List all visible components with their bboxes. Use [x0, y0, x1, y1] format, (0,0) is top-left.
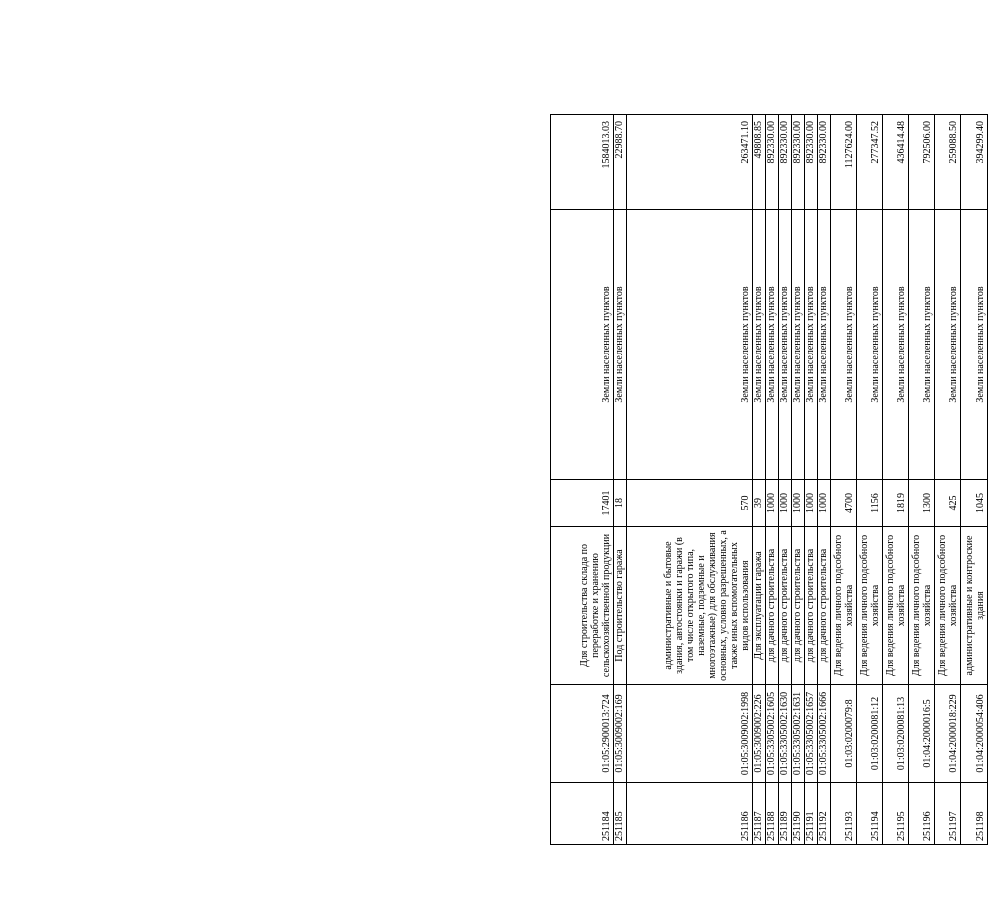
record-id: 251194 — [857, 783, 883, 845]
cadastral-value: 792506.00 — [909, 115, 935, 210]
permitted-use: Для строительства склада по переработке и хранению сельскохозяйственной продукции — [551, 527, 614, 685]
permitted-use: для дачного строительства — [792, 527, 805, 685]
cadastral-number: 01:05:3305002:1657 — [805, 685, 818, 783]
land-category: Земли населенных пунктов — [753, 210, 766, 480]
table-row — [614, 115, 627, 845]
cadastral-value: 892330.00 — [818, 115, 831, 210]
area: 1156 — [857, 480, 883, 527]
record-id: 251196 — [909, 783, 935, 845]
permitted-use: для дачного строительства — [818, 527, 831, 685]
cadastral-value: 892330.00 — [779, 115, 792, 210]
permitted-use: административные и контроские здания — [961, 527, 988, 685]
cadastral-number: 01:03:0200081:13 — [883, 685, 909, 783]
area: 4700 — [831, 480, 857, 527]
record-id: 251190 — [792, 783, 805, 845]
cadastral-number: 01:05:3305002:1630 — [779, 685, 792, 783]
record-id: 251198 — [961, 783, 988, 845]
land-category: Земли населенных пунктов — [857, 210, 883, 480]
land-category: Земли населенных пунктов — [935, 210, 961, 480]
land-category: Земли населенных пунктов — [883, 210, 909, 480]
permitted-use: Для ведения личного подсобного хозяйства — [883, 527, 909, 685]
cadastral-number: 01:05:3009002:226 — [753, 685, 766, 783]
area: 570 — [627, 480, 753, 527]
land-category: Земли населенных пунктов — [818, 210, 831, 480]
permitted-use: Для ведения личного подсобного хозяйства — [935, 527, 961, 685]
record-id: 251191 — [805, 783, 818, 845]
cadastral-number: 01:03:0200081:12 — [857, 685, 883, 783]
land-category: Земли населенных пунктов — [792, 210, 805, 480]
cadastral-number: 01:05:2900013:724 — [551, 685, 614, 783]
cadastral-number: 01:04:2000018:229 — [935, 685, 961, 783]
cadastral-number: 01:04:2000054:406 — [961, 685, 988, 783]
cadastral-value: 1584013.03 — [551, 115, 614, 210]
cadastral-value: 892330.00 — [792, 115, 805, 210]
permitted-use: Для эксплуатации гаража — [753, 527, 766, 685]
table-row — [792, 115, 805, 845]
record-id: 251185 — [614, 783, 627, 845]
table-row — [551, 115, 614, 845]
cadastral-number: 01:05:3009002:1998 — [627, 685, 753, 783]
cadastral-value: 436414.48 — [883, 115, 909, 210]
area: 1000 — [818, 480, 831, 527]
area: 39 — [753, 480, 766, 527]
permitted-use: для дачного строительства — [805, 527, 818, 685]
record-id: 251193 — [831, 783, 857, 845]
table-row — [779, 115, 792, 845]
land-category: Земли населенных пунктов — [909, 210, 935, 480]
table-row — [831, 115, 857, 845]
cadastral-number: 01:03:0200079:8 — [831, 685, 857, 783]
area: 1000 — [805, 480, 818, 527]
record-id: 251195 — [883, 783, 909, 845]
permitted-use: Для ведения личного подсобного хозяйства — [909, 527, 935, 685]
table-row — [818, 115, 831, 845]
cadastral-number: 01:05:3009002:169 — [614, 685, 627, 783]
permitted-use: Для ведения личного подсобного хозяйства — [831, 527, 857, 685]
area: 17401 — [551, 480, 614, 527]
land-category: Земли населенных пунктов — [779, 210, 792, 480]
permitted-use: Для ведения личного подсобного хозяйства — [857, 527, 883, 685]
area: 1045 — [961, 480, 988, 527]
cadastral-value: 277347.52 — [857, 115, 883, 210]
permitted-use: для дачного строительства — [779, 527, 792, 685]
area: 1300 — [909, 480, 935, 527]
permitted-use: для дачного строительства — [766, 527, 779, 685]
record-id: 251184 — [551, 783, 614, 845]
cadastral-value: 892330.00 — [766, 115, 779, 210]
table-row — [909, 115, 935, 845]
land-category: Земли населенных пунктов — [831, 210, 857, 480]
table-row — [627, 115, 753, 845]
cadastral-value: 1127624.00 — [831, 115, 857, 210]
cadastral-number: 01:04:2000016:5 — [909, 685, 935, 783]
table-row — [961, 115, 988, 845]
cadastral-value: 49808.85 — [753, 115, 766, 210]
land-category: Земли населенных пунктов — [961, 210, 988, 480]
record-id: 251188 — [766, 783, 779, 845]
cadastral-value: 892330.00 — [805, 115, 818, 210]
area: 18 — [614, 480, 627, 527]
permitted-use: административные и бытовые здания, автостоянки и гаражи (в том числе открытого типа, наземные, подземные и многоэтажные) для обслуживания основных, условно разрешенных, а также иных вспомогательных видов использования — [627, 527, 753, 685]
area: 1819 — [883, 480, 909, 527]
land-category: Земли населенных пунктов — [614, 210, 627, 480]
cadastral-value: 22988.70 — [614, 115, 627, 210]
area: 1000 — [792, 480, 805, 527]
table-row — [805, 115, 818, 845]
land-category: Земли населенных пунктов — [551, 210, 614, 480]
cadastral-number: 01:05:3305002:1631 — [792, 685, 805, 783]
record-id: 251187 — [753, 783, 766, 845]
cadastral-value: 263471.10 — [627, 115, 753, 210]
rotated-table-wrapper — [550, 115, 987, 845]
record-id: 251186 — [627, 783, 753, 845]
cadastral-value: 259088.50 — [935, 115, 961, 210]
cadastral-value: 394299.40 — [961, 115, 988, 210]
table-row — [883, 115, 909, 845]
land-category: Земли населенных пунктов — [627, 210, 753, 480]
record-id: 251192 — [818, 783, 831, 845]
land-category: Земли населенных пунктов — [805, 210, 818, 480]
record-id: 251189 — [779, 783, 792, 845]
table-row — [766, 115, 779, 845]
land-register-table — [550, 114, 988, 845]
table-row — [935, 115, 961, 845]
area: 1000 — [766, 480, 779, 527]
table-row — [857, 115, 883, 845]
cadastral-number: 01:05:3305002:1666 — [818, 685, 831, 783]
table-row — [753, 115, 766, 845]
record-id: 251197 — [935, 783, 961, 845]
permitted-use: Под строительство гаража — [614, 527, 627, 685]
cadastral-number: 01:05:3305002:1605 — [766, 685, 779, 783]
land-category: Земли населенных пунктов — [766, 210, 779, 480]
area: 425 — [935, 480, 961, 527]
area: 1000 — [779, 480, 792, 527]
